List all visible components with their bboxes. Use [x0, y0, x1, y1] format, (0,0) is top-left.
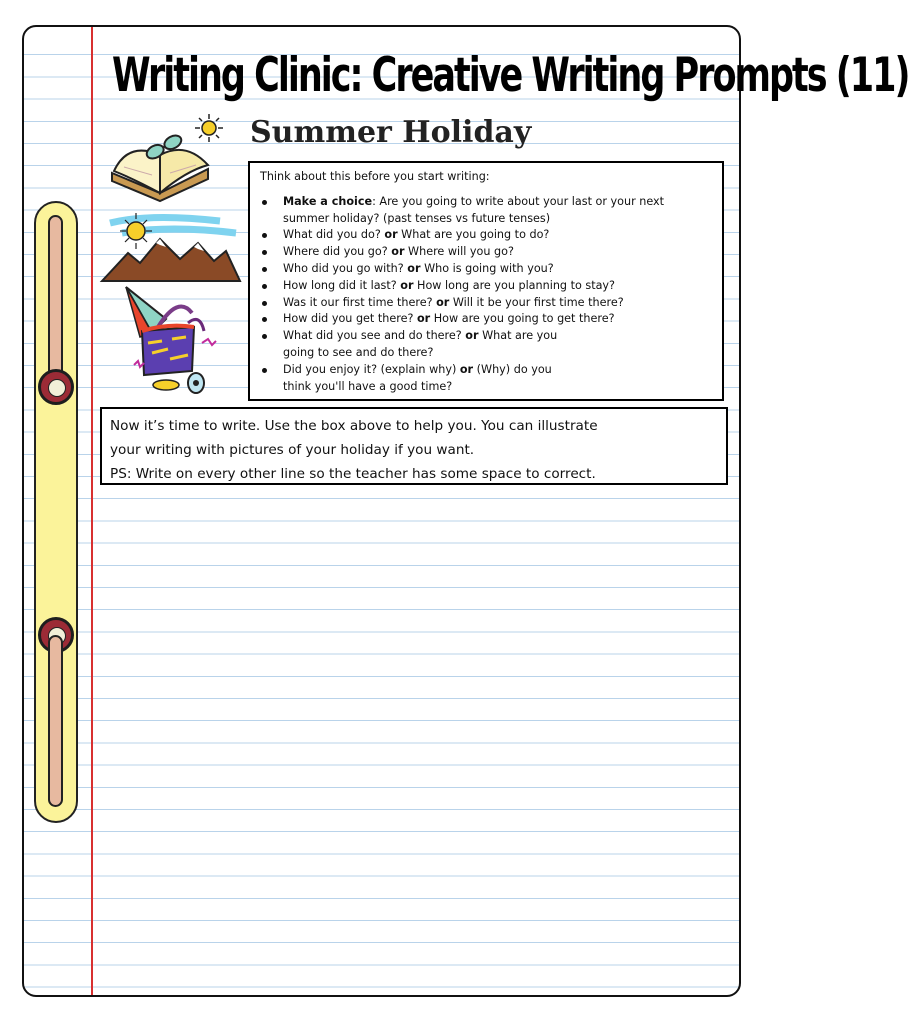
prompt-conjunction: or [407, 261, 421, 275]
prompt-conjunction: or [459, 362, 474, 376]
list-item [260, 311, 712, 328]
instructions-line: PS: Write on every other line so the teacher has some space to correct. [110, 466, 596, 482]
beach-bag-icon [122, 283, 218, 399]
prompt-question: Will it be your first time there? [452, 295, 624, 309]
list-item [260, 295, 712, 312]
binder-slot-top [48, 215, 63, 395]
prompt-keyword: Make a choice [283, 194, 373, 208]
prompt-question: What are you going to see and do there? [283, 329, 558, 359]
writing-instructions-box [100, 407, 728, 485]
prompt-conjunction: or [436, 295, 450, 309]
prompt-box [248, 161, 724, 401]
prompt-conjunction: or [465, 329, 479, 343]
margin-line [91, 27, 93, 995]
binder-slot-bottom [48, 635, 63, 807]
prompt-question: Who is going with you? [424, 261, 554, 275]
list-item [260, 278, 712, 295]
prompt-conjunction: or [384, 228, 398, 242]
prompt-list [260, 194, 712, 396]
prompt-question: What are you going to do? [401, 228, 550, 242]
list-item [260, 328, 583, 362]
prompt-question: Where will you go? [408, 245, 514, 259]
prompt-question: Was it our first time there? [283, 295, 433, 309]
worksheet-title: Writing Clinic: Creative Writing Prompts (11) [112, 49, 908, 103]
prompt-question: How long are you planning to stay? [417, 278, 615, 292]
prompt-conjunction: or [416, 312, 431, 326]
worksheet-subtitle: Summer Holiday [250, 115, 532, 150]
prompt-intro: Think about this before you start writing: [260, 170, 490, 183]
binder-strip [34, 201, 78, 823]
writing-area[interactable] [94, 489, 739, 995]
list-item [260, 261, 712, 278]
notebook-page [22, 25, 908, 997]
mountains-icon [100, 209, 242, 283]
list-item [260, 194, 712, 228]
instructions-line: your writing with pictures of your holiday if you want. [110, 442, 475, 458]
instructions-line: Now it’s time to write. Use the box above to help you. You can illustrate [110, 418, 598, 434]
list-item [260, 227, 712, 244]
prompt-conjunction: or [391, 245, 405, 259]
list-item [260, 362, 583, 396]
prompt-question: What did you do? [283, 228, 381, 242]
prompt-question: Who did you go with? [283, 261, 404, 275]
prompt-question: How are you going to get there? [433, 312, 615, 326]
prompt-question: Where did you go? [283, 245, 388, 259]
binder-ring-top [38, 369, 74, 405]
prompt-question: What did you see and do there? [283, 329, 462, 343]
sun-icon [194, 113, 224, 143]
prompt-question: (Why) do you think you'll have a good time? [283, 362, 552, 393]
prompt-question: How long did it last? [283, 278, 397, 292]
prompt-question: How did you get there? [283, 312, 414, 326]
prompt-conjunction: or [400, 278, 414, 292]
list-item [260, 244, 712, 261]
prompt-text: : Are you going to write about your last or your next summer holiday? (past tenses vs future tenses) [283, 194, 665, 225]
prompt-question: Did you enjoy it? (explain why) [283, 362, 457, 376]
